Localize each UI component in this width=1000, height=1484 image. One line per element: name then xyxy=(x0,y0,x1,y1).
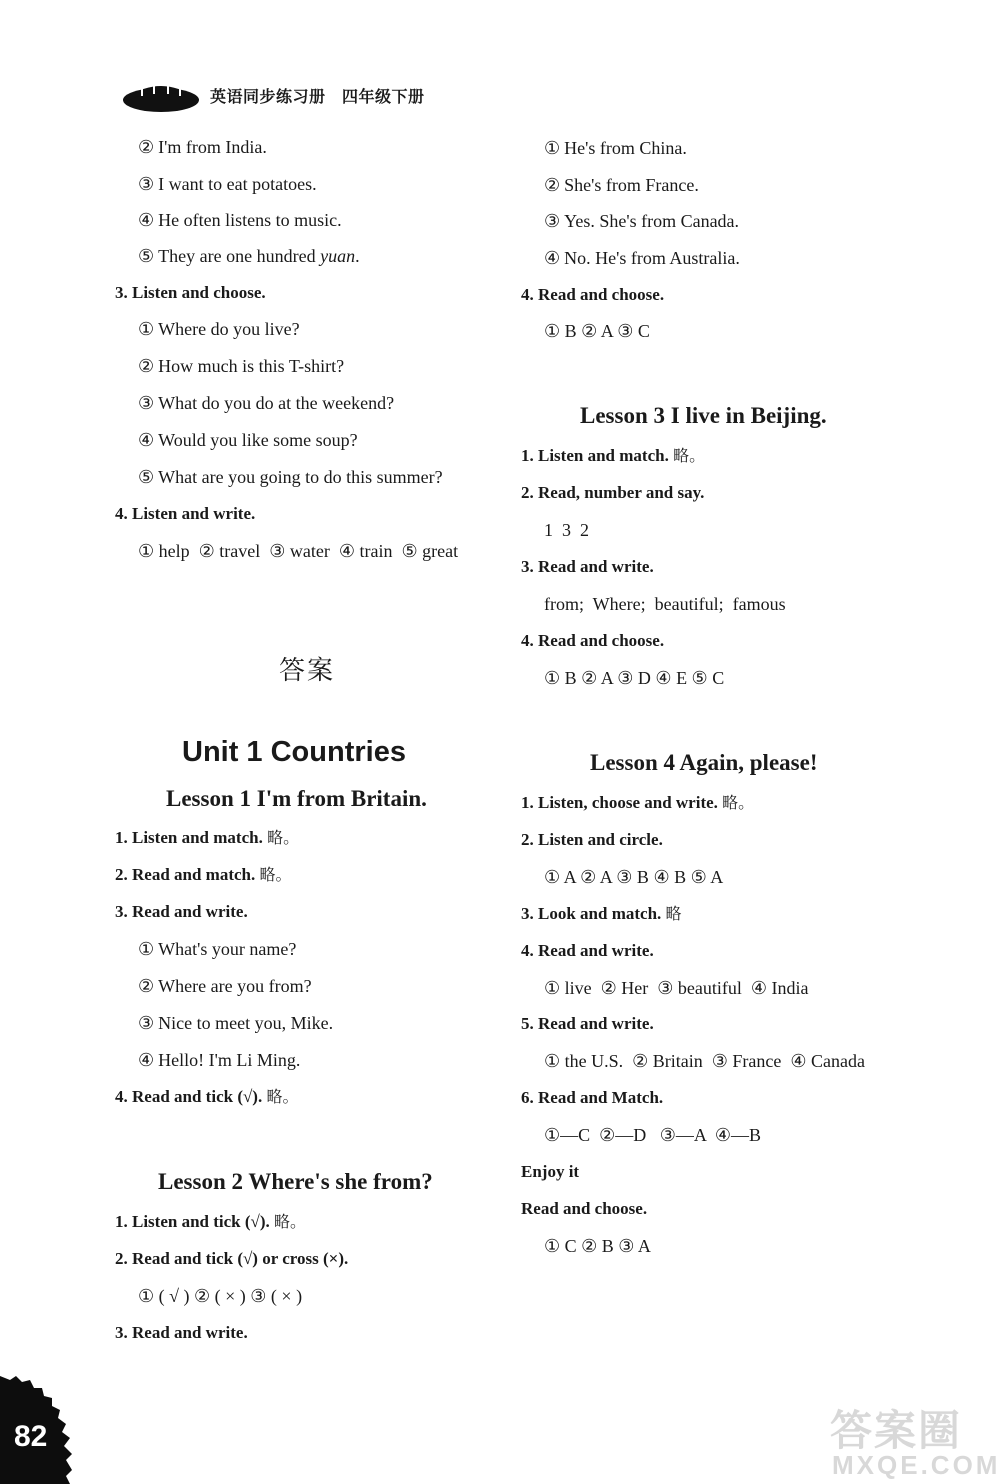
question-heading: 3. Listen and choose. xyxy=(115,283,266,302)
list-item: ② How much is this T-shirt? xyxy=(138,356,345,376)
unit-title: Unit 1 Countries xyxy=(182,736,406,768)
answer-line: ① B ② A ③ C xyxy=(544,321,650,341)
lesson-title: Lesson 3 I live in Beijing. xyxy=(580,403,827,428)
list-item: ④ Hello! I'm Li Ming. xyxy=(138,1050,301,1070)
question-heading: 2. Read and match. 略。 xyxy=(115,865,292,884)
answer-line: ① B ② A ③ D ④ E ⑤ C xyxy=(544,668,725,688)
answer-line: ① the U.S. ② Britain ③ France ④ Canada xyxy=(544,1051,865,1071)
list-item: ④ No. He's from Australia. xyxy=(544,248,740,268)
question-heading: 3. Read and write. xyxy=(115,1323,248,1342)
question-heading: 2. Read and tick (√) or cross (×). xyxy=(115,1249,349,1268)
question-heading: 4. Read and tick (√). 略。 xyxy=(115,1087,299,1106)
watermark-logo xyxy=(822,1398,1000,1484)
list-item: ③ Nice to meet you, Mike. xyxy=(138,1013,334,1033)
question-heading: 3. Look and match. 略 xyxy=(521,904,682,923)
list-item: ② Where are you from? xyxy=(138,976,312,996)
list-item: ① What's your name? xyxy=(138,939,297,959)
question-heading: 6. Read and Match. xyxy=(521,1088,664,1107)
question-heading: 2. Read, number and say. xyxy=(521,483,705,502)
list-item: ② She's from France. xyxy=(544,175,699,195)
answer-line: ①—C ②—D ③—A ④—B xyxy=(544,1125,762,1145)
question-heading: 4. Read and write. xyxy=(521,941,654,960)
lesson-title: Lesson 1 I'm from Britain. xyxy=(166,786,427,811)
question-heading: 4. Listen and write. xyxy=(115,504,256,523)
list-item: ② I'm from India. xyxy=(138,137,267,157)
answer-line: ① live ② Her ③ beautiful ④ India xyxy=(544,978,809,998)
answer-line: ① help ② travel ③ water ④ train ⑤ great xyxy=(138,541,459,561)
list-item: ④ Would you like some soup? xyxy=(138,430,358,450)
question-heading: 1. Listen and match. 略。 xyxy=(115,828,300,847)
header-title: 英语同步练习册 四年级下册 xyxy=(210,87,425,106)
section-heading: Enjoy it xyxy=(521,1162,580,1181)
question-heading: 4. Read and choose. xyxy=(521,285,665,304)
book-logo-icon xyxy=(122,76,200,112)
question-heading: 4. Read and choose. xyxy=(521,631,665,650)
question-heading: 1. Listen and match. 略。 xyxy=(521,446,706,465)
list-item: ③ What do you do at the weekend? xyxy=(138,393,395,413)
list-item: ① Where do you live? xyxy=(138,319,300,339)
lesson-title: Lesson 2 Where's she from? xyxy=(158,1169,433,1194)
question-heading: 2. Listen and circle. xyxy=(521,830,663,849)
question-heading: Read and choose. xyxy=(521,1199,648,1218)
question-heading: 1. Listen, choose and write. 略。 xyxy=(521,793,755,812)
question-heading: 5. Read and write. xyxy=(521,1014,654,1033)
question-heading: 3. Read and write. xyxy=(521,557,654,576)
list-item: ① He's from China. xyxy=(544,138,687,158)
answer-line: ① ( √ ) ② ( × ) ③ ( × ) xyxy=(138,1286,303,1306)
answer-line: 1 3 2 xyxy=(544,520,589,540)
list-item: ③ I want to eat potatoes. xyxy=(138,174,317,194)
list-item: ⑤ They are one hundred yuan. xyxy=(138,246,360,266)
list-item: ④ He often listens to music. xyxy=(138,210,342,230)
page-number: 82 xyxy=(14,1420,48,1453)
answer-line: ① A ② A ③ B ④ B ⑤ A xyxy=(544,867,724,887)
question-heading: 1. Listen and tick (√). 略。 xyxy=(115,1212,307,1231)
question-heading: 3. Read and write. xyxy=(115,902,248,921)
page-header xyxy=(122,72,542,116)
answer-line: ① C ② B ③ A xyxy=(544,1236,651,1256)
answers-heading: 答案 xyxy=(279,656,336,686)
list-item: ③ Yes. She's from Canada. xyxy=(544,211,740,231)
watermark-title: 答案圈 xyxy=(830,1406,963,1455)
list-item: ⑤ What are you going to do this summer? xyxy=(138,467,443,487)
lesson-title: Lesson 4 Again, please! xyxy=(590,750,818,775)
answer-line: from; Where; beautiful; famous xyxy=(544,594,786,614)
watermark-url: MXQE.COM xyxy=(832,1450,1000,1480)
